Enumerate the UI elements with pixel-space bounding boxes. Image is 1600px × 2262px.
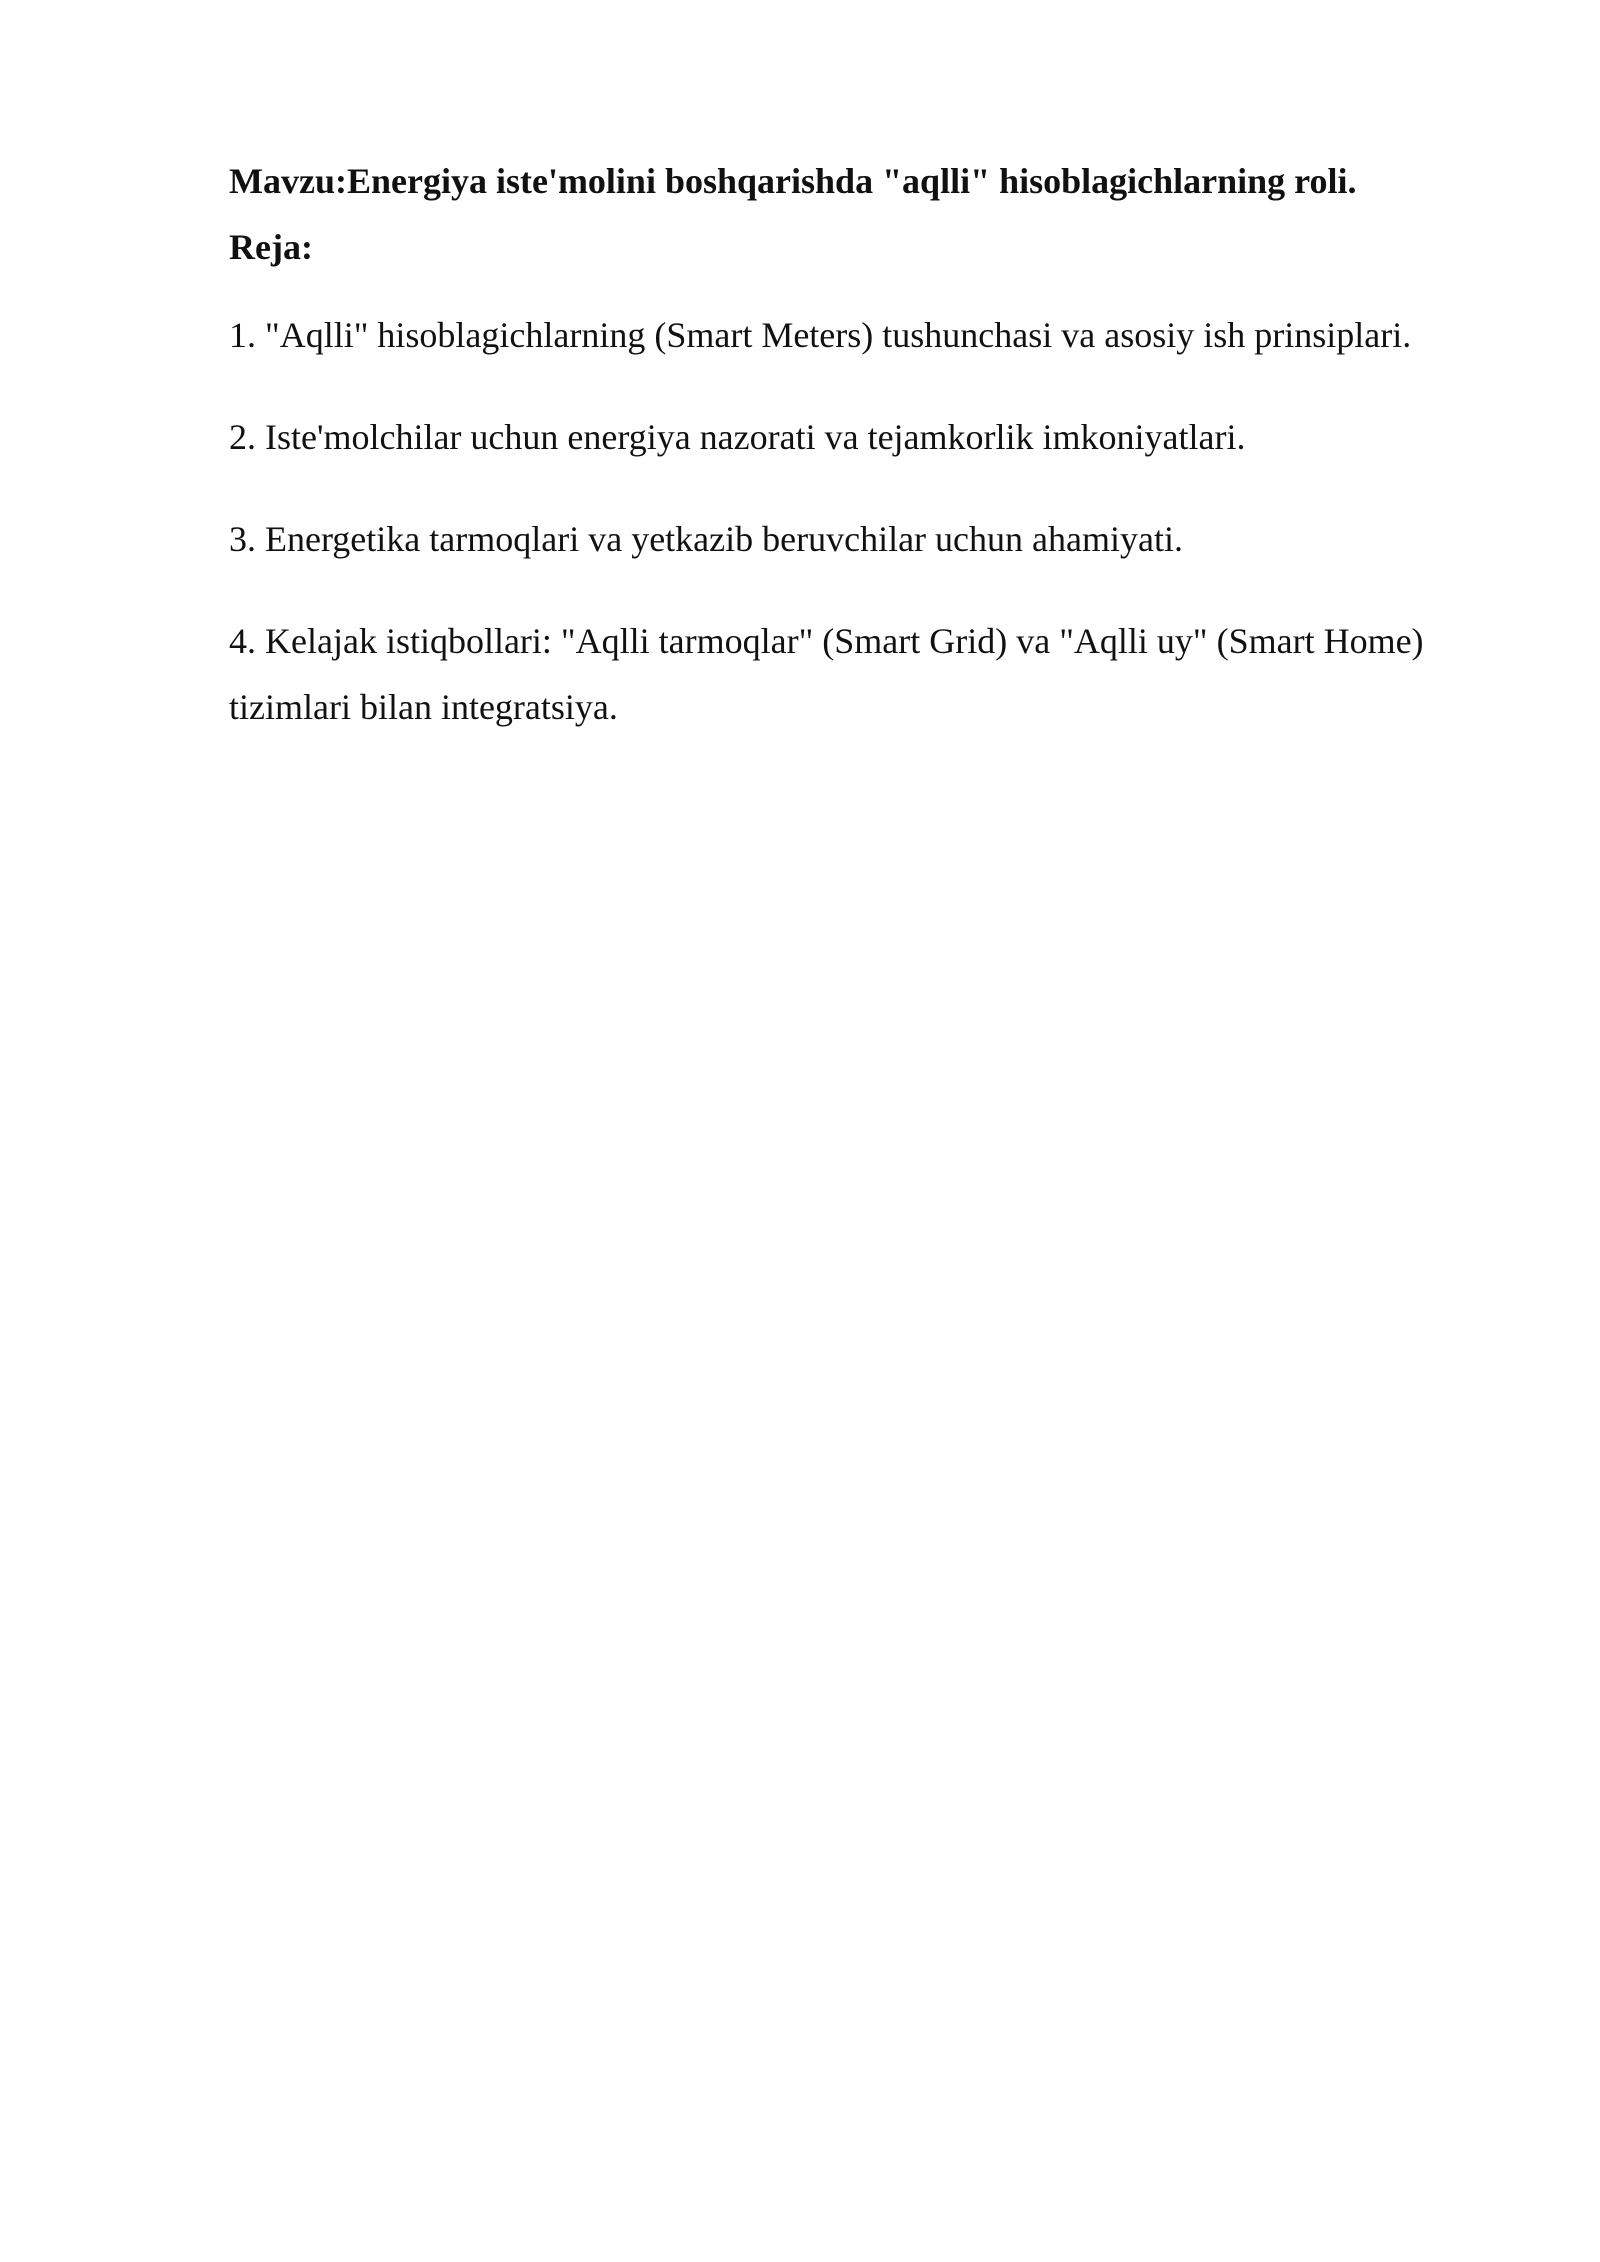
plan-item-4: 4. Kelajak istiqbollari: "Aqlli tarmoqlar" (Smart Grid) va "Aqlli uy" (Smart Home) tizimlari bilan integratsiya. [229, 621, 1424, 727]
plan-item-2: 2. Iste'molchilar uchun energiya nazorati va tejamkorlik imkoniyatlari. [229, 417, 1246, 457]
document-title: Mavzu:Energiya iste'molini boshqarishda "aqlli" hisoblagichlarning roli. [229, 161, 1357, 201]
plan-item-3: 3. Energetika tarmoqlari va yetkazib beruvchilar uchun ahamiyati. [229, 519, 1183, 559]
plan-list [229, 302, 1529, 740]
plan-item-1: 1. "Aqlli" hisoblagichlarning (Smart Meters) tushunchasi va asosiy ish prinsiplari. [229, 315, 1412, 355]
plan-heading: Reja: [229, 227, 313, 267]
document-body [229, 148, 1529, 776]
